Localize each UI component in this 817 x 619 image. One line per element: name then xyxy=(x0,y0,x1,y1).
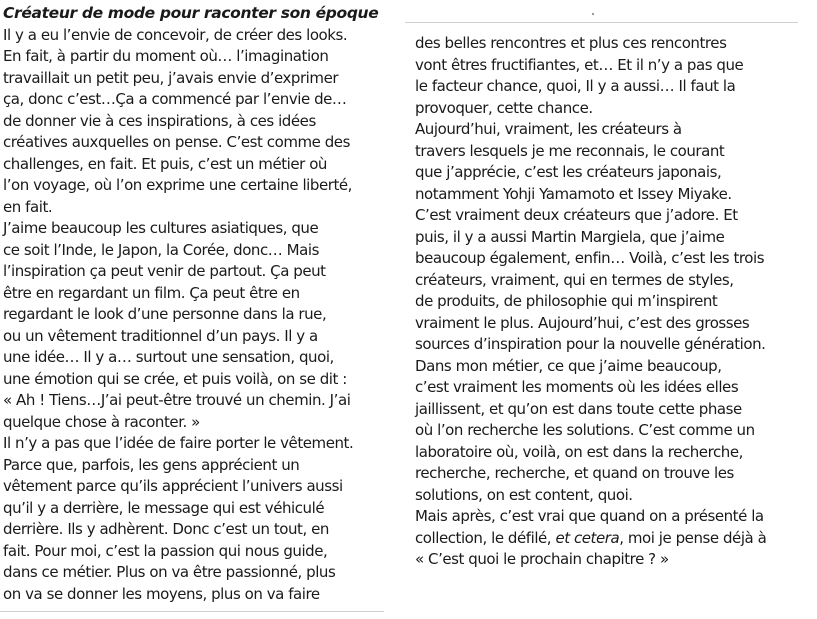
text-line: ce soit l’Inde, le Japon, la Corée, donc… Mais xyxy=(3,240,319,259)
text-line: ou un vêtement traditionnel d’un pays. Il y a xyxy=(3,326,318,345)
text-line: regardant le look d’une personne dans la rue, xyxy=(3,305,327,323)
text-line: on va se donner les moyens, plus on va faire xyxy=(3,584,320,603)
text-line: jaillissent, et qu’on est dans toute cette phase xyxy=(415,399,742,418)
text-line: Il y a eu l’envie de concevoir, de créer des looks. xyxy=(3,25,348,44)
text-line: vont êtres fructifiantes, et… Et il n’y a pas que xyxy=(415,55,744,74)
text-line-with-emphasis xyxy=(415,528,800,550)
text-line: provoquer, cette chance. xyxy=(415,98,593,117)
left-column xyxy=(3,3,383,605)
text-line: où l’on recherche les solutions. C’est comme un xyxy=(415,421,755,439)
bottom-divider-line xyxy=(0,611,384,612)
text-fragment: collection, le défilé, xyxy=(415,528,556,547)
text-line: recherche, recherche, et quand on trouve les xyxy=(415,464,734,482)
top-divider-line xyxy=(405,22,798,23)
text-line: c’est vraiment les moments où les idées elles xyxy=(415,378,739,396)
text-line: beaucoup également, enfin… Voilà, c’est les trois xyxy=(415,249,765,267)
scan-mark xyxy=(592,13,594,15)
text-line: créateurs, vraiment, qui en termes de styles, xyxy=(415,270,734,289)
text-line: « Ah ! Tiens…J’ai peut-être trouvé un chemin. J’ai xyxy=(3,391,351,409)
text-line: l’on voyage, où l’on exprime une certaine liberté, xyxy=(3,176,352,194)
emphasized-text: et cetera xyxy=(555,528,620,547)
text-line: sources d’inspiration pour la nouvelle génération. xyxy=(415,335,766,353)
text-line: Il n’y a pas que l’idée de faire porter le vêtement. xyxy=(3,434,354,452)
closing-quote-line: « C’est quoi le prochain chapitre ? » xyxy=(415,550,669,568)
text-line: une idée… Il y a… surtout une sensation, quoi, xyxy=(3,348,334,366)
text-line: le facteur chance, quoi, Il y a aussi… Il faut la xyxy=(415,77,736,95)
text-line: Parce que, parfois, les gens apprécient un xyxy=(3,455,300,474)
text-line: qu’il y a derrière, le message qui est véhiculé xyxy=(3,498,325,517)
text-line: créatives auxquelles on pense. C’est comme des xyxy=(3,133,350,151)
text-line: ça, donc c’est…Ça a commencé par l’envie de… xyxy=(3,90,347,108)
text-line: Dans mon métier, ce que j’aime beaucoup, xyxy=(415,356,722,375)
article-title: Créateur de mode pour raconter son époque xyxy=(3,4,379,22)
text-line: challenges, en fait. Et puis, c’est un métier où xyxy=(3,154,327,173)
text-line: de donner vie à ces inspirations, à ces idées xyxy=(3,111,316,130)
text-line: l’inspiration ça peut venir de partout. Ça peut xyxy=(3,262,326,280)
text-line: En fait, à partir du moment où… l’imagination xyxy=(3,47,329,65)
text-line: travaillait un petit peu, j’avais envie d’exprimer xyxy=(3,68,339,87)
text-line: solutions, on est content, quoi. xyxy=(415,485,633,504)
text-line: des belles rencontres et plus ces rencontres xyxy=(415,34,727,52)
text-line: de produits, de philosophie qui m’inspirent xyxy=(415,292,718,310)
text-line: que j’apprécie, c’est les créateurs japonais, xyxy=(415,163,722,181)
text-line: fait. Pour moi, c’est la passion qui nous guide, xyxy=(3,541,328,560)
text-fragment: , moi je pense déjà à xyxy=(619,528,767,547)
text-line: une émotion qui se crée, et puis voilà, on se dit : xyxy=(3,369,347,388)
text-line: dans ce métier. Plus on va être passionné, plus xyxy=(3,563,336,581)
text-line: C’est vraiment deux créateurs que j’adore. Et xyxy=(415,206,738,224)
text-line: vraiment le plus. Aujourd’hui, c’est des grosses xyxy=(415,313,750,332)
text-line: quelque chose à raconter. » xyxy=(3,412,200,431)
right-column xyxy=(415,33,800,571)
text-line: Mais après, c’est vrai que quand on a présenté la xyxy=(415,507,764,525)
text-line: puis, il y a aussi Martin Margiela, que j’aime xyxy=(415,227,725,246)
text-line: vêtement parce qu’ils apprécient l’univers aussi xyxy=(3,477,343,495)
text-line: derrière. Ils y adhèrent. Donc c’est un tout, en xyxy=(3,520,329,538)
text-line: travers lesquels je me reconnais, le courant xyxy=(415,141,725,160)
text-line: J’aime beaucoup les cultures asiatiques, que xyxy=(3,219,319,237)
text-line: Aujourd’hui, vraiment, les créateurs à xyxy=(415,120,682,138)
text-line: notamment Yohji Yamamoto et Issey Miyake. xyxy=(415,184,732,203)
text-line: être en regardant un film. Ça peut être en xyxy=(3,283,300,302)
text-line: laboratoire où, voilà, on est dans la recherche, xyxy=(415,442,743,461)
text-line: en fait. xyxy=(3,197,53,216)
